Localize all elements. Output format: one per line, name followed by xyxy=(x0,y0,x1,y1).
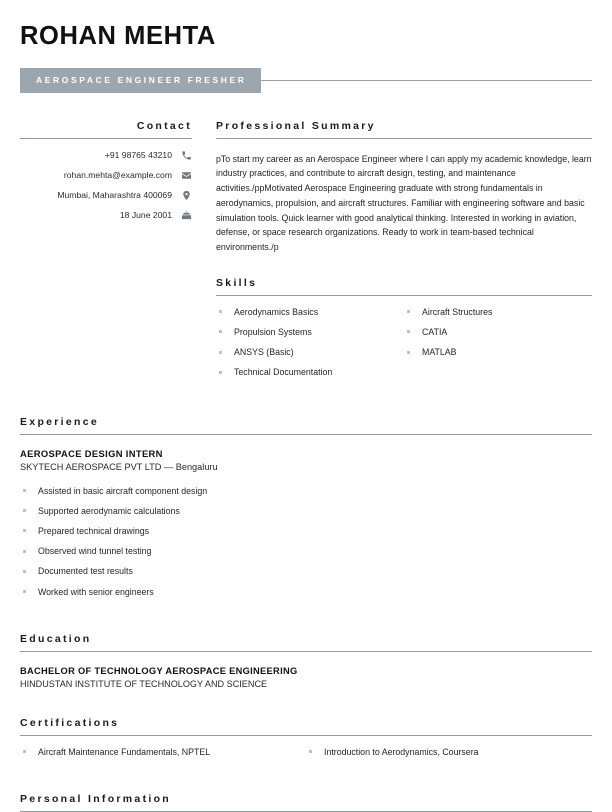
bullet-icon xyxy=(404,347,418,358)
header-divider xyxy=(261,80,592,81)
section-divider-education xyxy=(20,651,592,652)
contact-item-email xyxy=(20,170,192,181)
contact-section xyxy=(20,120,192,230)
experience-bullet-text: Prepared technical drawings xyxy=(38,526,150,537)
list-item xyxy=(216,327,404,338)
list-item xyxy=(404,307,592,318)
experience-section xyxy=(0,416,612,607)
section-heading-certifications: Certifications xyxy=(20,716,120,729)
location-pin-icon xyxy=(181,190,192,201)
list-item xyxy=(20,747,306,758)
section-divider-contact xyxy=(20,138,192,139)
experience-bullet-text: Assisted in basic aircraft component design xyxy=(38,485,208,496)
skill-label: Technical Documentation xyxy=(234,367,333,378)
degree-title: BACHELOR OF TECHNOLOGY AEROSPACE ENGINEERING xyxy=(20,665,298,676)
section-divider-experience xyxy=(20,434,592,435)
role-badge-row xyxy=(20,68,592,93)
bullet-icon xyxy=(216,367,230,378)
experience-bullet-text: Documented test results xyxy=(38,566,133,577)
list-item xyxy=(20,526,592,537)
bullet-icon xyxy=(20,526,34,537)
upper-right-column xyxy=(192,120,592,388)
bullet-icon xyxy=(216,307,230,318)
bullet-icon xyxy=(20,486,34,497)
skill-label: MATLAB xyxy=(422,347,457,358)
personal-information-section xyxy=(0,793,612,812)
contact-list xyxy=(20,150,192,221)
section-heading-summary: Professional Summary xyxy=(216,119,376,132)
certification-label: Introduction to Aerodynamics, Coursera xyxy=(324,746,479,757)
list-item xyxy=(216,347,404,358)
section-heading-experience: Experience xyxy=(20,415,100,428)
list-item xyxy=(20,546,592,557)
summary-text: pTo start my career as an Aerospace Engineer where I can apply my academic knowledge, learn industry practices, and contribute to aircraft design, testing, and maintenance activities./ppMotivated Aerospace Engineering graduate with strong fundamentals in aerodynamics, propulsion, and aircraft structures. Familiar with engineering software and basic simulation tools. Quick learner with good analytical thinking. Interested in working in aviation, defense, or space research organizations. Ready to work in team-based technical environments./p xyxy=(216,153,592,253)
skills-section xyxy=(216,277,592,388)
job-company-location: SKYTECH AEROSPACE PVT LTD — Bengaluru xyxy=(20,462,218,473)
bullet-icon xyxy=(216,347,230,358)
section-heading-education: Education xyxy=(20,632,92,645)
skill-label: Aircraft Structures xyxy=(422,306,493,317)
section-heading-personal-information: Personal Information xyxy=(20,792,172,805)
contact-location-value: Mumbai, Maharashtra 400069 xyxy=(57,189,172,200)
contact-birthdate-value: 18 June 2001 xyxy=(119,209,172,220)
list-item xyxy=(404,347,592,358)
summary-section xyxy=(216,120,592,255)
list-item xyxy=(404,327,592,338)
bullet-icon xyxy=(20,566,34,577)
upper-columns xyxy=(0,120,612,388)
phone-icon xyxy=(181,150,192,161)
education-entry xyxy=(20,665,592,691)
section-heading-contact: Contact xyxy=(136,119,192,132)
list-item xyxy=(20,587,592,598)
experience-entry xyxy=(20,448,592,607)
skill-label: Propulsion Systems xyxy=(234,327,312,338)
contact-item-phone xyxy=(20,150,192,161)
section-divider-certifications xyxy=(20,735,592,736)
list-item xyxy=(306,747,592,758)
list-item xyxy=(216,307,404,318)
experience-bullets xyxy=(20,486,592,607)
contact-item-birthdate xyxy=(20,210,192,221)
status-badge: AEROSPACE ENGINEER FRESHER xyxy=(20,68,261,93)
skill-label: ANSYS (Basic) xyxy=(234,347,294,358)
contact-item-location xyxy=(20,190,192,201)
experience-bullet-text: Observed wind tunnel testing xyxy=(38,546,152,557)
certifications-list xyxy=(20,747,592,767)
skill-label: Aerodynamics Basics xyxy=(234,306,319,317)
institution-name: HINDUSTAN INSTITUTE OF TECHNOLOGY AND SCIENCE xyxy=(20,678,268,689)
bullet-icon xyxy=(20,506,34,517)
contact-email-value: rohan.mehta@example.com xyxy=(63,169,172,180)
job-title: AEROSPACE DESIGN INTERN xyxy=(20,447,163,459)
resume-header xyxy=(0,0,612,93)
section-divider-summary xyxy=(216,138,592,139)
birthday-cake-icon xyxy=(181,210,192,221)
page-title: ROHAN MEHTA xyxy=(20,22,216,50)
list-item xyxy=(20,486,592,497)
skills-list xyxy=(216,307,592,388)
bullet-icon xyxy=(216,327,230,338)
section-heading-skills: Skills xyxy=(216,276,258,289)
contact-phone-value: +91 98765 43210 xyxy=(104,149,172,160)
list-item xyxy=(20,506,592,517)
bullet-icon xyxy=(20,587,34,598)
bullet-icon xyxy=(306,747,320,758)
education-section xyxy=(0,633,612,691)
certifications-section xyxy=(0,717,612,767)
skill-label: CATIA xyxy=(422,327,448,338)
bullet-icon xyxy=(404,307,418,318)
list-item xyxy=(20,566,592,577)
bullet-icon xyxy=(20,747,34,758)
bullet-icon xyxy=(404,327,418,338)
experience-bullet-text: Supported aerodynamic calculations xyxy=(38,505,180,516)
section-divider-skills xyxy=(216,295,592,296)
bullet-icon xyxy=(20,546,34,557)
list-item xyxy=(216,367,404,378)
certification-label: Aircraft Maintenance Fundamentals, NPTEL xyxy=(38,746,211,757)
envelope-icon xyxy=(181,170,192,181)
experience-bullet-text: Worked with senior engineers xyxy=(38,586,154,597)
